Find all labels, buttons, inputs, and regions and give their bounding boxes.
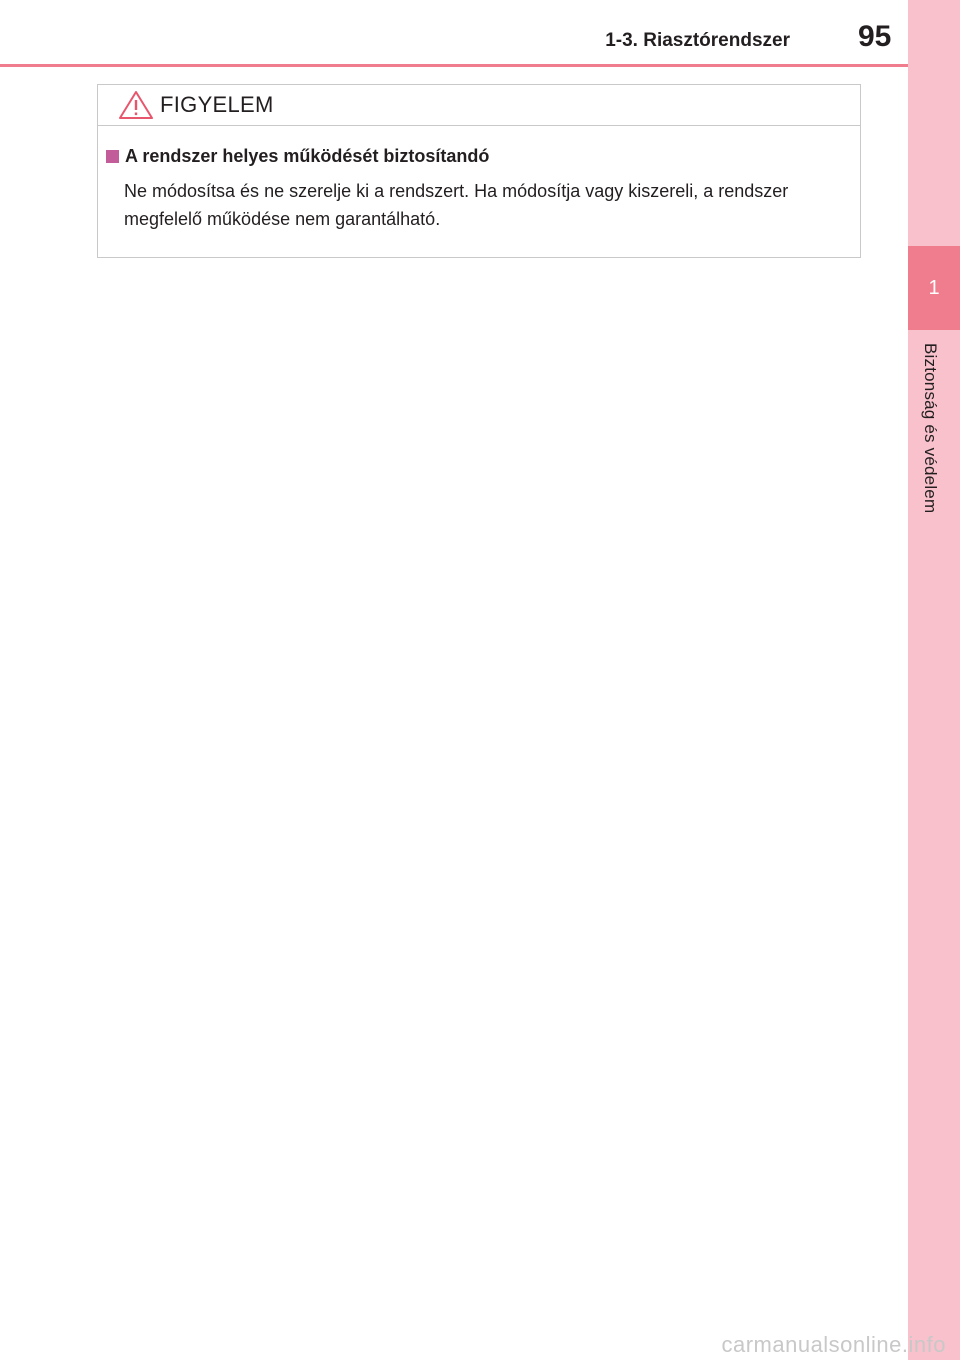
caution-item-heading bbox=[106, 146, 846, 167]
chapter-tab bbox=[908, 246, 960, 330]
bullet-square-icon bbox=[106, 150, 119, 163]
caution-item-title: A rendszer helyes működését biztosítandó bbox=[125, 146, 490, 166]
warning-triangle-icon bbox=[118, 90, 154, 120]
side-strip bbox=[908, 0, 960, 1360]
caution-item-text: Ne módosítsa és ne szerelje ki a rendszert. Ha módosítja vagy kiszereli, a rendszer megfelelő működése nem garantálható. bbox=[124, 181, 789, 229]
chapter-number: 1 bbox=[928, 276, 940, 299]
header-rule bbox=[0, 64, 908, 67]
watermark: carmanualsonline.info bbox=[721, 1332, 946, 1357]
chapter-label: Biztonság és védelem bbox=[921, 343, 940, 514]
page-number: 95 bbox=[858, 20, 892, 53]
section-title: 1-3. Riasztórendszer bbox=[605, 30, 790, 51]
caution-title: FIGYELEM bbox=[160, 92, 274, 117]
caution-header bbox=[98, 85, 860, 126]
caution-body bbox=[98, 126, 860, 233]
caution-box bbox=[97, 84, 861, 258]
